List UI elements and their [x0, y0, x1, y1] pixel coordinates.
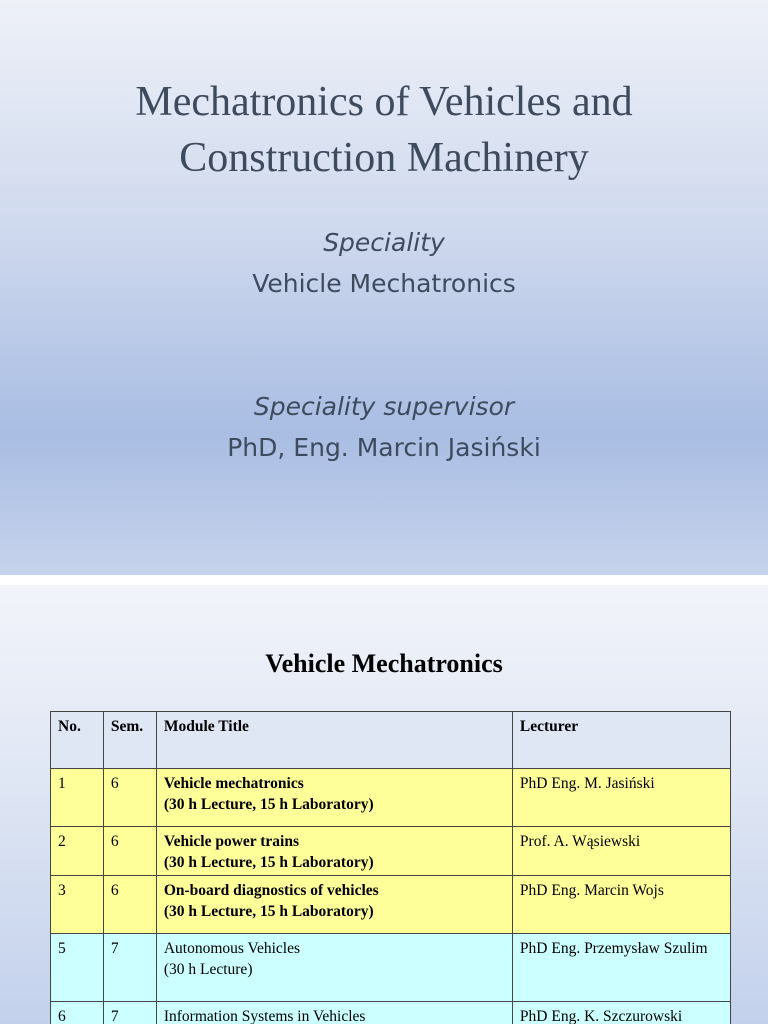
header-sem: Sem. — [103, 712, 156, 769]
slide-title-line1: Mechatronics of Vehicles and — [135, 79, 633, 125]
cell-module-title — [156, 827, 512, 876]
cell-lecturer: PhD Eng. Marcin Wojs — [512, 876, 730, 934]
header-lecturer: Lecturer — [512, 712, 730, 769]
header-no: No. — [51, 712, 104, 769]
module-title: Vehicle power trains — [163, 833, 300, 850]
cell-no: 6 — [51, 1002, 104, 1024]
slide-title-line2: Construction Machinery — [179, 135, 589, 181]
cell-module-title — [156, 1002, 512, 1024]
table-row — [51, 1002, 731, 1024]
table-row — [51, 827, 731, 876]
header-module-title: Module Title — [156, 712, 512, 769]
cell-sem: 6 — [103, 827, 156, 876]
cell-no: 1 — [51, 769, 104, 827]
cell-module-title — [156, 934, 512, 1002]
cell-sem: 6 — [103, 769, 156, 827]
module-detail: (30 h Lecture, 15 h Laboratory) — [163, 903, 374, 920]
cell-sem: 7 — [103, 1002, 156, 1024]
speciality-value: Vehicle Mechatronics — [252, 269, 516, 298]
speciality-label: Speciality — [323, 228, 445, 257]
table-header-row — [51, 712, 731, 769]
cell-no: 3 — [51, 876, 104, 934]
cell-sem: 6 — [103, 876, 156, 934]
module-table — [50, 711, 731, 1024]
module-detail: (30 h Lecture) — [163, 961, 253, 978]
module-title: Vehicle mechatronics — [163, 775, 304, 792]
cell-module-title — [156, 769, 512, 827]
cell-lecturer: PhD Eng. M. Jasiński — [512, 769, 730, 827]
table-row — [51, 934, 731, 1002]
supervisor-value: PhD, Eng. Marcin Jasiński — [227, 433, 541, 462]
cell-module-title — [156, 876, 512, 934]
table-row — [51, 876, 731, 934]
module-title: Information Systems in Vehicles — [163, 1008, 366, 1024]
cell-no: 5 — [51, 934, 104, 1002]
table-row — [51, 769, 731, 827]
module-detail: (30 h Lecture, 15 h Laboratory) — [163, 796, 374, 813]
slide-heading: Vehicle Mechatronics — [265, 649, 503, 678]
cell-sem: 7 — [103, 934, 156, 1002]
module-title: Autonomous Vehicles — [163, 940, 301, 957]
supervisor-label: Speciality supervisor — [253, 392, 515, 421]
slide-gap — [0, 575, 768, 585]
cell-no: 2 — [51, 827, 104, 876]
cell-lecturer: PhD Eng. K. Szczurowski — [512, 1002, 730, 1024]
module-table-slide — [0, 585, 768, 1024]
cell-lecturer: PhD Eng. Przemysław Szulim — [512, 934, 730, 1002]
module-title: On-board diagnostics of vehicles — [163, 882, 379, 899]
module-detail: (30 h Lecture, 15 h Laboratory) — [163, 854, 374, 871]
cell-lecturer: Prof. A. Wąsiewski — [512, 827, 730, 876]
